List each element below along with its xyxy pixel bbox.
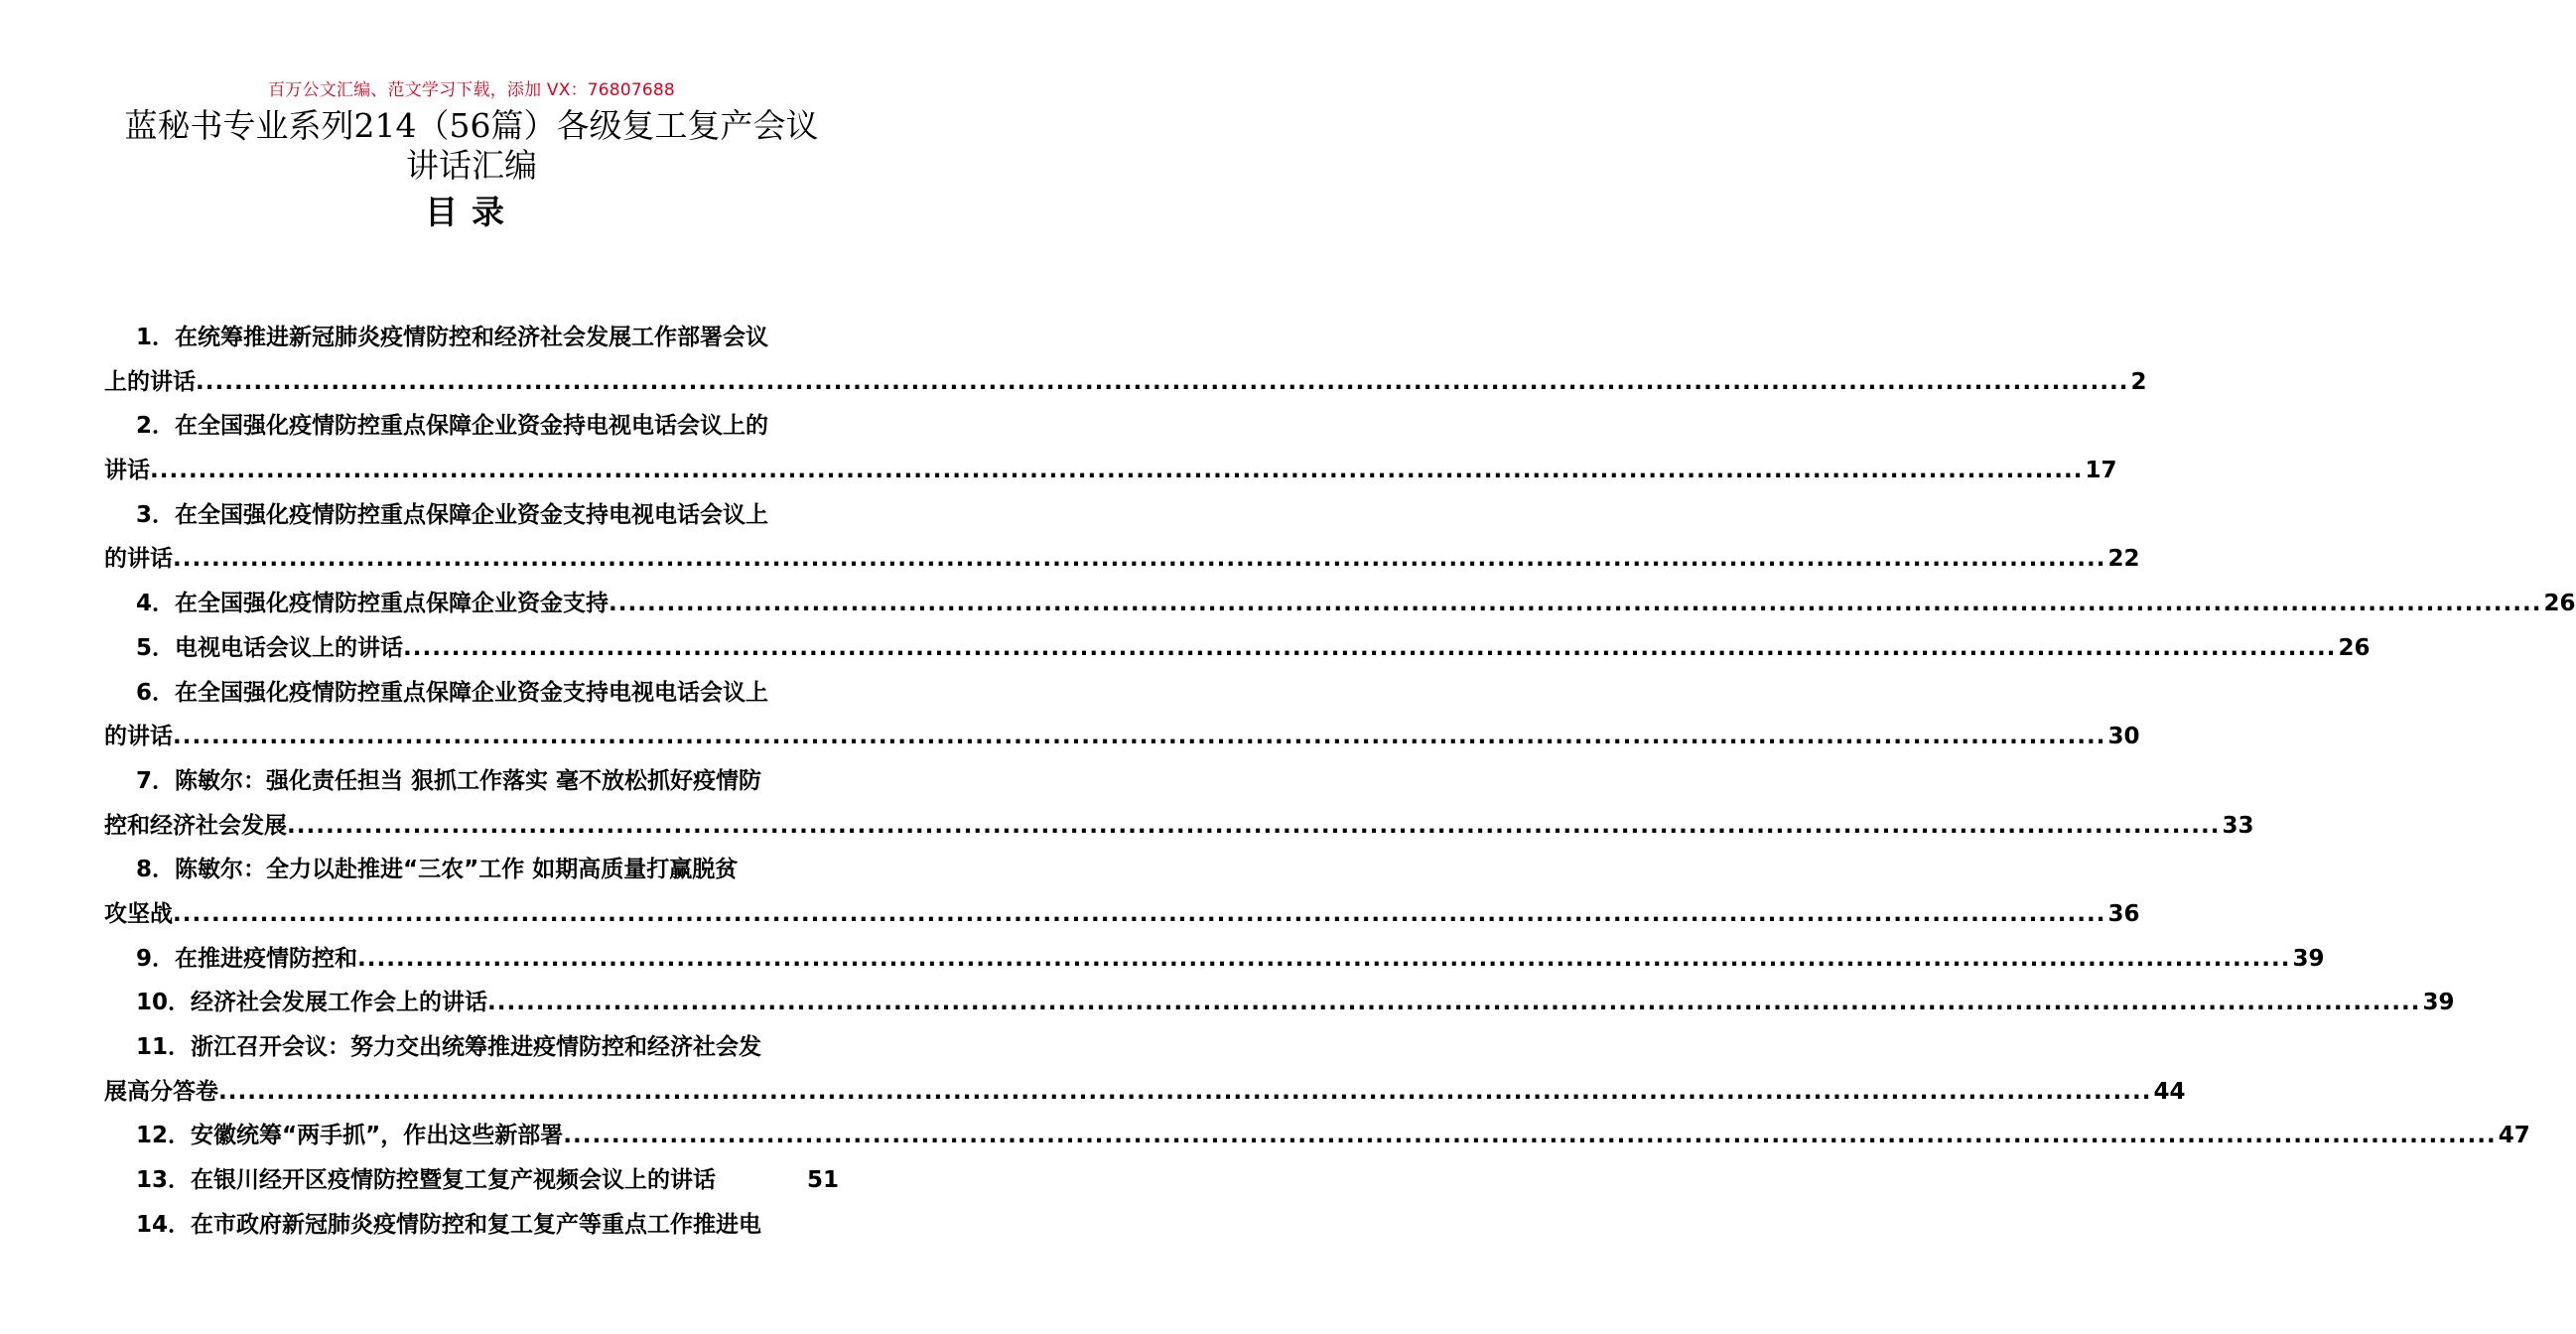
toc-entry-text: 经济社会发展工作会上的讲话 bbox=[191, 990, 488, 1016]
toc-entry-line bbox=[104, 1158, 839, 1203]
toc-entry-title bbox=[136, 413, 768, 439]
toc-entry[interactable] bbox=[104, 937, 2325, 982]
toc-entry-line bbox=[104, 404, 839, 449]
toc-entry-title bbox=[136, 582, 609, 626]
toc-leader-dots: ........................................................................................................................................................................................................ bbox=[150, 458, 2084, 484]
toc-entry-line bbox=[104, 1025, 839, 1070]
toc-entry-text: 在推进疫情防控和 bbox=[175, 945, 358, 972]
toc-entry-line bbox=[104, 715, 2140, 759]
toc-entry-line bbox=[104, 937, 2325, 982]
toc-entry-line bbox=[104, 1114, 2530, 1158]
toc-entry[interactable] bbox=[104, 1114, 2530, 1158]
toc-entry-text: 上的讲话 bbox=[104, 368, 196, 395]
toc-entry-title bbox=[136, 981, 487, 1025]
toc-entry[interactable] bbox=[104, 316, 2147, 404]
toc-leader-dots: ........................................................................................................................................................................................................ bbox=[563, 1123, 2497, 1149]
toc-page-number: 30 bbox=[2107, 724, 2140, 750]
toc-page-number: 17 bbox=[2085, 458, 2117, 484]
toc-entry-number: 9． bbox=[136, 945, 176, 972]
toc-entry-line bbox=[104, 537, 2140, 582]
toc-heading: 目录 bbox=[425, 193, 518, 231]
toc-entry-line bbox=[104, 759, 839, 804]
toc-entry-text: 在全国强化疫情防控重点保障企业资金支持电视电话会议上 bbox=[175, 679, 769, 706]
toc-page-number: 39 bbox=[2422, 990, 2455, 1016]
toc-entry-title bbox=[136, 1114, 563, 1158]
toc-entry-number: 5． bbox=[136, 634, 176, 661]
toc-entry-title bbox=[136, 1212, 761, 1238]
toc-leader-dots: ........................................................................................................................................................................................................ bbox=[218, 1078, 2152, 1105]
toc-entry[interactable] bbox=[104, 1203, 839, 1248]
toc-entry-title bbox=[136, 937, 357, 982]
toc-entry[interactable] bbox=[104, 848, 2140, 936]
toc-entry-text: 在市政府新冠肺炎疫情防控和复工复产等重点工作推进电 bbox=[191, 1211, 762, 1238]
toc-leader-dots: ........................................................................................................................................................................................................ bbox=[196, 368, 2129, 395]
toc-entry-text: 的讲话 bbox=[104, 546, 173, 573]
toc-entry-text: 电视电话会议上的讲话 bbox=[175, 634, 404, 661]
toc-entry-text: 陈敏尔：强化责任担当 狠抓工作落实 毫不放松抓好疫情防 bbox=[175, 767, 762, 794]
toc-leader-dots: ........................................................................................................................................................................................................ bbox=[357, 945, 2291, 972]
toc-page-number: 2 bbox=[2130, 368, 2147, 395]
toc-entry[interactable] bbox=[104, 1025, 2186, 1114]
toc-entry-line bbox=[104, 449, 2117, 493]
toc-entry-number: 7． bbox=[136, 767, 176, 794]
toc-page-number: 26 bbox=[2338, 634, 2371, 661]
toc-entry-number: 6． bbox=[136, 679, 176, 706]
toc-entry-number: 12． bbox=[136, 1123, 192, 1149]
toc-entry-number: 2． bbox=[136, 413, 176, 440]
toc-entry[interactable] bbox=[104, 582, 2576, 626]
toc-entry-line bbox=[104, 804, 2254, 849]
toc-entry[interactable] bbox=[104, 1158, 839, 1203]
toc-leader-dots: ........................................................................................................................................................................................................ bbox=[609, 591, 2542, 617]
toc-entry-line bbox=[104, 626, 2371, 671]
toc-entry-line bbox=[104, 360, 2147, 405]
toc-entry-line bbox=[104, 582, 2576, 626]
toc-entry-number: 3． bbox=[136, 501, 176, 528]
toc-page-number: 22 bbox=[2107, 546, 2140, 573]
toc-leader-dots: ........................................................................................................................................................................................................ bbox=[173, 724, 2106, 750]
toc-entry-text: 浙江召开会议：努力交出统筹推进疫情防控和经济社会发 bbox=[191, 1034, 762, 1060]
toc-entry[interactable] bbox=[104, 759, 2254, 848]
toc-entry-line bbox=[104, 316, 839, 360]
toc-entry-line bbox=[104, 981, 2455, 1025]
toc-entry-title bbox=[136, 1158, 716, 1203]
toc-entry-number: 1． bbox=[136, 325, 176, 350]
toc-entry-text: 在统筹推进新冠肺炎疫情防控和经济社会发展工作部署会议 bbox=[175, 325, 769, 350]
toc-entry-text: 控和经济社会发展 bbox=[104, 812, 287, 839]
toc-entry-text: 讲话 bbox=[104, 458, 150, 484]
toc-entry-text: 在全国强化疫情防控重点保障企业资金支持 bbox=[175, 591, 610, 617]
toc-page-number: 44 bbox=[2153, 1078, 2186, 1105]
table-of-contents bbox=[104, 316, 2576, 1247]
toc-entry-text: 在全国强化疫情防控重点保障企业资金支持电视电话会议上 bbox=[175, 501, 769, 528]
toc-entry-number: 4． bbox=[136, 591, 176, 617]
toc-entry-title bbox=[136, 325, 768, 350]
toc-entry-text: 在全国强化疫情防控重点保障企业资金持电视电话会议上的 bbox=[175, 413, 769, 440]
toc-page-number: 36 bbox=[2107, 900, 2140, 927]
toc-page-number: 47 bbox=[2498, 1123, 2530, 1149]
toc-entry-line bbox=[104, 1070, 2186, 1115]
toc-entry-line bbox=[104, 848, 839, 892]
toc-page-number: 33 bbox=[2222, 812, 2254, 839]
toc-leader-dots: ........................................................................................................................................................................................................ bbox=[487, 990, 2421, 1016]
toc-entry[interactable] bbox=[104, 493, 2140, 582]
toc-entry-title bbox=[136, 857, 738, 882]
toc-entry-text: 陈敏尔：全力以赴推进“三农”工作 如期高质量打赢脱贫 bbox=[175, 857, 739, 883]
toc-entry-number: 8． bbox=[136, 857, 176, 883]
toc-leader-dots: ........................................................................................................................................................................................................ bbox=[403, 634, 2337, 661]
toc-entry-text: 的讲话 bbox=[104, 724, 173, 750]
toc-entry-line bbox=[104, 1203, 839, 1248]
toc-entry-line bbox=[104, 892, 2140, 937]
toc-entry-title bbox=[136, 502, 768, 528]
toc-leader-dots: ........................................................................................................................................................................................................ bbox=[287, 812, 2221, 839]
toc-entry-title bbox=[136, 1034, 761, 1060]
toc-entry-text: 在银川经开区疫情防控暨复工复产视频会议上的讲话 bbox=[191, 1167, 717, 1194]
toc-entry-text: 攻坚战 bbox=[104, 900, 173, 927]
toc-entry-number: 11． bbox=[136, 1034, 192, 1060]
toc-entry-line bbox=[104, 671, 839, 716]
toc-entry-text: 安徽统筹“两手抓”，作出这些新部署 bbox=[191, 1123, 564, 1149]
toc-entry-number: 13． bbox=[136, 1167, 192, 1194]
toc-entry[interactable] bbox=[104, 671, 2140, 759]
toc-entry-line bbox=[104, 493, 839, 538]
toc-entry-number: 14． bbox=[136, 1211, 192, 1238]
document-title-line1: 蓝秘书专业系列214（56篇）各级复工复产会议 bbox=[124, 106, 819, 145]
toc-page-number: 39 bbox=[2292, 945, 2325, 972]
toc-entry-number: 10． bbox=[136, 990, 192, 1016]
toc-entry-text: 展高分答卷 bbox=[104, 1078, 218, 1105]
toc-leader-dots: ........................................................................................................................................................................................................ bbox=[173, 546, 2106, 573]
toc-entry-title bbox=[136, 768, 761, 794]
toc-page-number: 51 bbox=[806, 1167, 839, 1194]
document-title-line2: 讲话汇编 bbox=[406, 146, 537, 185]
toc-entry[interactable] bbox=[104, 626, 2371, 671]
toc-page-number: 26 bbox=[2543, 591, 2576, 617]
toc-leader-dots: ........................................................................................................................................................................................................ bbox=[173, 900, 2106, 927]
toc-entry[interactable] bbox=[104, 404, 2117, 492]
toc-entry-title bbox=[136, 626, 403, 671]
header-ad-text: 百万公文汇编、范文学习下载，添加 VX：76807688 bbox=[268, 80, 675, 100]
toc-entry-title bbox=[136, 680, 768, 706]
toc-entry[interactable] bbox=[104, 981, 2455, 1025]
